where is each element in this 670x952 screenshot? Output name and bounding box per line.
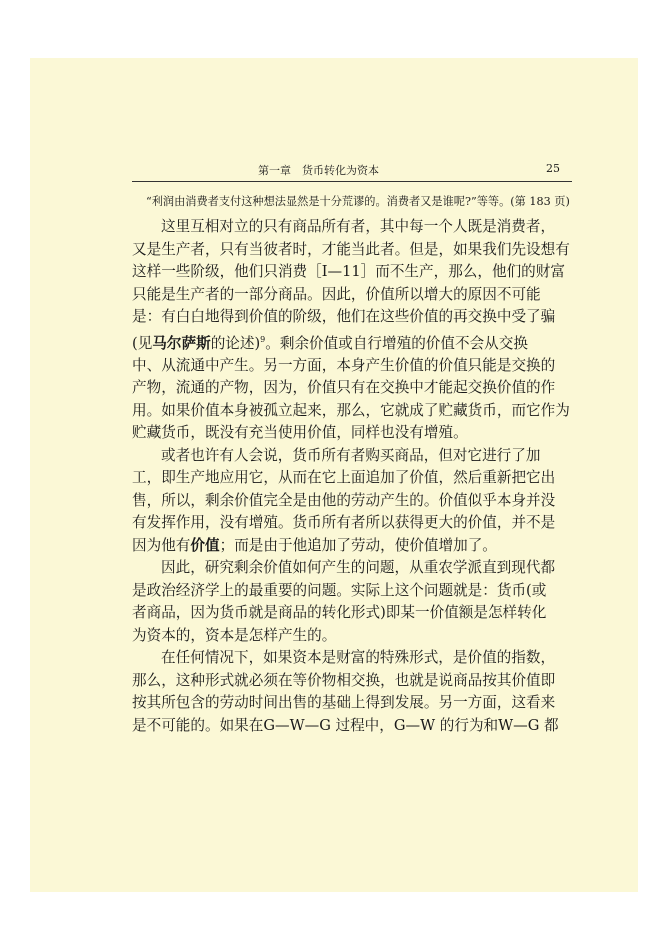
footnote-marker: 9: [260, 334, 266, 344]
page-number: 25: [546, 162, 560, 175]
text-line: 者商品，因为货币就是商品的转化形式)即某一价值额是怎样转化: [132, 604, 547, 622]
text-line: 是政治经济学上的最重要的问题。实际上这个问题就是：货币(或: [132, 581, 547, 599]
text-fragment: ；而是由于他追加了劳动，使价值增加了。: [219, 536, 497, 554]
text-line: 在任何情况下，如果资本是财富的特殊形式，是价值的指数，: [161, 649, 556, 667]
text-fragment: 的论述): [210, 334, 261, 352]
footnote-quote: “利润由消费者支付这种想法显然是十分荒谬的。消费者又是谁呢?”等等。(第 183 页): [146, 195, 570, 208]
book-page: [30, 58, 638, 892]
text-fragment: (见: [132, 334, 153, 352]
text-line: 有发挥作用，没有增殖。货币所有者所以获得更大的价值，并不是: [132, 514, 556, 532]
paragraph-1: [132, 216, 572, 445]
author-name-bold: 马尔萨斯: [152, 334, 211, 352]
text-line: 产物，流通的产物，因为，价值只有在交换中才能起交换价值的作: [132, 379, 556, 397]
emphasis-bold: 价值: [190, 536, 220, 554]
text-line: 贮藏货币，既没有充当使用价值，同样也没有增殖。: [132, 424, 468, 442]
text-line: 中、从流通中产生。另一方面，本身产生价值的价值只能是交换的: [132, 356, 556, 374]
page-content: [132, 160, 572, 737]
paragraph-4: [132, 647, 572, 737]
text-line: 售，所以，剩余价值完全是由他的劳动产生的。价值似乎本身并没: [132, 491, 556, 509]
text-line: 按其所包含的劳动时间出售的基础上得到发展。另一方面，这看来: [132, 694, 556, 712]
text-line: 用。如果价值本身被孤立起来，那么，它就成了贮藏货币，而它作为: [132, 401, 570, 419]
text-line: 这里互相对立的只有商品所有者，其中每一个人既是消费者，: [161, 218, 556, 235]
paragraph-3: [132, 557, 572, 647]
text-line: 或者也许有人会说，货币所有者购买商品，但对它进行了加: [161, 446, 541, 464]
text-line: 又是生产者，只有当彼者时，才能当此者。但是，如果我们先设想有: [132, 240, 570, 258]
text-line: 只能是生产者的一部分商品。因此，价值所以增大的原因不可能: [132, 285, 541, 303]
text-line: 是不可能的。如果在G—W—G 过程中，G—W 的行为和W—G 都: [132, 716, 559, 734]
text-fragment: 。剩余价值或自行增殖的价值不会从交换: [265, 334, 528, 352]
text-line: 这样一些阶级，他们只消费［I—11］而不生产，那么，他们的财富: [132, 263, 565, 280]
text-line: 那么，这种形式就必须在等价物相交换，也就是说商品按其价值即: [132, 671, 556, 689]
chapter-title: 第一章 货币转化为资本: [258, 164, 379, 177]
paragraph-2: [132, 445, 572, 558]
text-line: 工，即生产地应用它，从而在它上面追加了价值，然后重新把它出: [132, 469, 556, 487]
text-line-with-reference: [132, 329, 572, 355]
text-line: 因此，研究剩余价值如何产生的问题，从重农学派直到现代都: [161, 559, 556, 577]
text-line: 为资本的，资本是怎样产生的。: [132, 626, 337, 644]
running-header: [132, 160, 572, 182]
text-fragment: 因为他有: [132, 536, 191, 554]
text-line: 是：有白白地得到价值的阶级，他们在这些价值的再交换中受了骗: [132, 308, 556, 325]
text-line-with-emphasis: [132, 535, 572, 558]
